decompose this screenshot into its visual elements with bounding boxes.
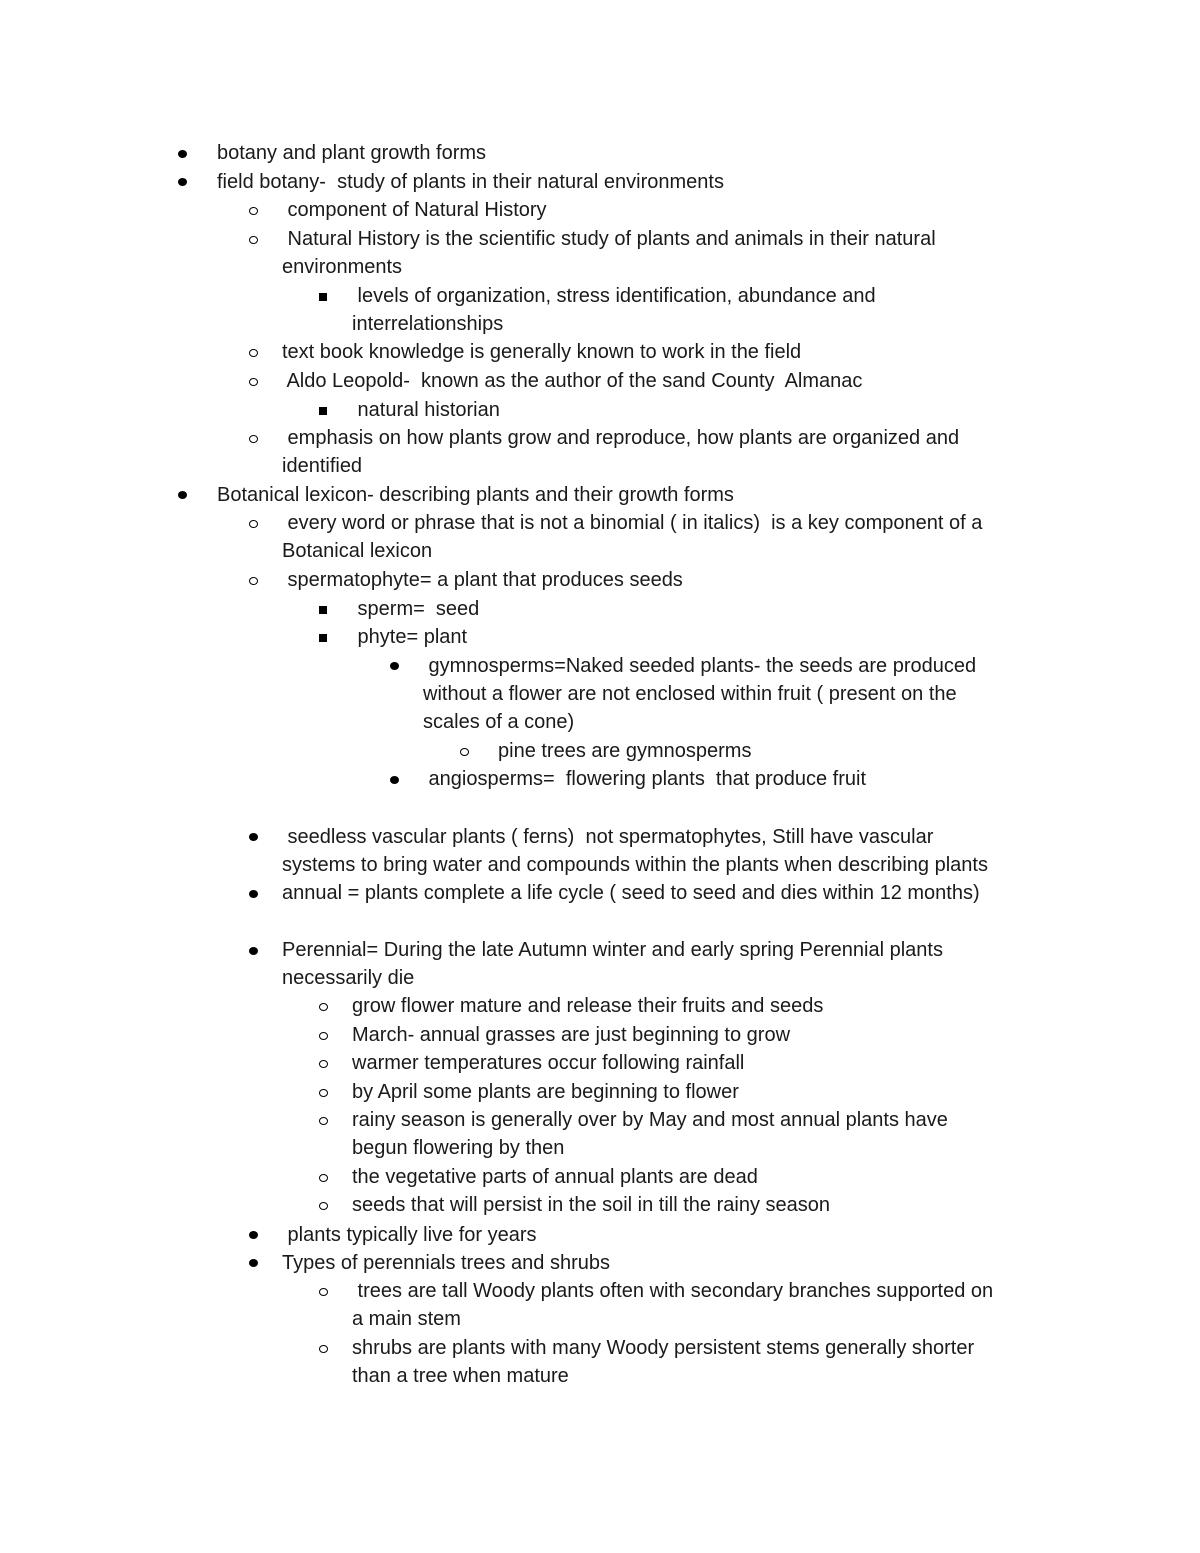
note-line: gymnosperms=Naked seeded plants- the seeds are produced: [423, 655, 977, 677]
bullet-circle-icon: [319, 1288, 328, 1296]
note-line: annual = plants complete a life cycle ( seed to seed and dies within 12 months): [282, 882, 980, 904]
note-line: pine trees are gymnosperms: [498, 740, 752, 762]
note-line: Botanical lexicon- describing plants and their growth forms: [217, 484, 734, 506]
note-line: warmer temperatures occur following rainfall: [352, 1052, 745, 1074]
note-line: Botanical lexicon: [282, 540, 433, 562]
note-line: text book knowledge is generally known to work in the field: [282, 341, 802, 363]
note-line: scales of a cone): [423, 711, 575, 733]
bullet-circle-icon: [249, 207, 258, 215]
note-line: field botany- study of plants in their natural environments: [217, 171, 724, 193]
bullet-dot-icon: [249, 1259, 258, 1267]
note-line: without a flower are not enclosed within fruit ( present on the: [423, 683, 957, 705]
bullet-dot-icon: [249, 890, 258, 898]
note-line: interrelationships: [352, 313, 504, 335]
bullet-dot-icon: [178, 150, 187, 158]
note-line: necessarily die: [282, 967, 415, 989]
bullet-circle-icon: [319, 1003, 328, 1011]
bullet-dot-icon: [178, 178, 187, 186]
note-line: Types of perennials trees and shrubs: [282, 1252, 610, 1274]
note-line: by April some plants are beginning to flower: [352, 1081, 739, 1103]
note-line: Natural History is the scientific study of plants and animals in their natural: [282, 228, 936, 250]
bullet-circle-icon: [319, 1060, 328, 1068]
bullet-circle-icon: [319, 1345, 328, 1353]
bullet-square-icon: [319, 606, 327, 614]
note-line: trees are tall Woody plants often with secondary branches supported on: [352, 1280, 994, 1302]
bullet-circle-icon: [319, 1202, 328, 1210]
bullet-circle-icon: [249, 349, 258, 357]
note-line: a main stem: [352, 1308, 461, 1330]
bullet-square-icon: [319, 634, 327, 642]
note-line: plants typically live for years: [282, 1224, 537, 1246]
note-line: component of Natural History: [282, 199, 547, 221]
bullet-circle-icon: [249, 577, 258, 585]
note-line: March- annual grasses are just beginning to grow: [352, 1024, 791, 1046]
note-line: Perennial= During the late Autumn winter and early spring Perennial plants: [282, 939, 943, 961]
bullet-circle-icon: [460, 748, 469, 756]
bullet-square-icon: [319, 407, 327, 415]
bullet-circle-icon: [249, 520, 258, 528]
bullet-dot-icon: [249, 833, 258, 841]
note-line: emphasis on how plants grow and reproduce, how plants are organized and: [282, 427, 960, 449]
note-line: grow flower mature and release their fruits and seeds: [352, 995, 824, 1017]
note-line: spermatophyte= a plant that produces seeds: [282, 569, 683, 591]
note-line: rainy season is generally over by May and most annual plants have: [352, 1109, 948, 1131]
note-line: begun flowering by then: [352, 1137, 565, 1159]
note-line: angiosperms= flowering plants that produce fruit: [423, 768, 867, 790]
bullet-circle-icon: [319, 1089, 328, 1097]
note-line: botany and plant growth forms: [217, 142, 487, 164]
note-line: shrubs are plants with many Woody persistent stems generally shorter: [352, 1337, 975, 1359]
bullet-dot-icon: [390, 776, 399, 784]
note-line: environments: [282, 256, 403, 278]
bullet-circle-icon: [249, 435, 258, 443]
note-line: sperm= seed: [352, 598, 480, 620]
note-line: systems to bring water and compounds within the plants when describing plants: [282, 854, 988, 876]
bullet-circle-icon: [319, 1117, 328, 1125]
note-line: the vegetative parts of annual plants are dead: [352, 1166, 758, 1188]
bullet-dot-icon: [249, 947, 258, 955]
note-line: natural historian: [352, 399, 500, 421]
bullet-dot-icon: [390, 662, 399, 670]
bullet-square-icon: [319, 293, 327, 301]
note-line: identified: [282, 455, 363, 477]
bullet-dot-icon: [249, 1231, 258, 1239]
note-line: Aldo Leopold- known as the author of the sand County Almanac: [282, 370, 863, 392]
bullet-dot-icon: [178, 491, 187, 499]
bullet-circle-icon: [319, 1174, 328, 1182]
bullet-circle-icon: [249, 378, 258, 386]
note-line: phyte= plant: [352, 626, 468, 648]
note-line: seeds that will persist in the soil in till the rainy season: [352, 1194, 831, 1216]
note-line: levels of organization, stress identification, abundance and: [352, 285, 876, 307]
note-line: than a tree when mature: [352, 1365, 569, 1387]
bullet-circle-icon: [319, 1032, 328, 1040]
bullet-circle-icon: [249, 236, 258, 244]
note-line: every word or phrase that is not a binomial ( in italics) is a key component of a: [282, 512, 983, 534]
note-line: seedless vascular plants ( ferns) not spermatophytes, Still have vascular: [282, 826, 934, 848]
